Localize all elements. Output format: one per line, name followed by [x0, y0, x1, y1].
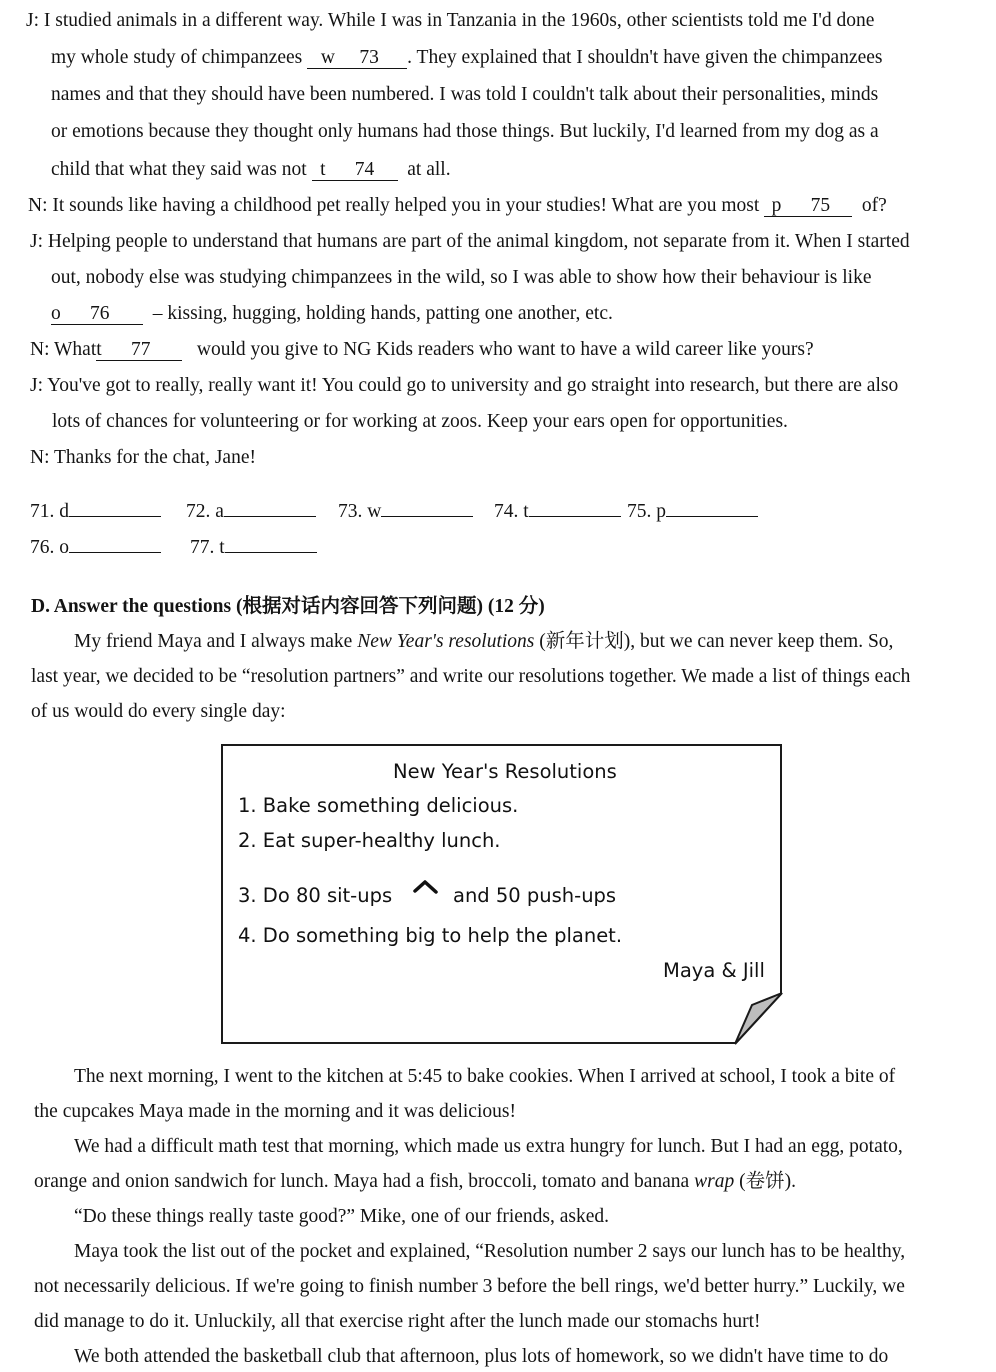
paragraph-line: We had a difficult math test that morning, which made us extra hungry for lunch. But I had an egg, potato,: [74, 1136, 903, 1157]
paragraph-line: “Do these things really taste good?” Mike, one of our friends, asked.: [74, 1206, 610, 1227]
paragraph-line: not necessarily delicious. If we're going to finish number 3 before the bell rings, we'd better hurry.” Luckily, we: [34, 1276, 905, 1297]
answer-71[interactable]: 71. d: [30, 498, 161, 523]
text-segment: would you give to NG Kids readers who want to have a wild career like yours?: [196, 339, 814, 360]
text-segment: my whole study of chimpanzees: [51, 47, 303, 68]
text-segment: N: It sounds like having a childhood pet really helped you in your studies! What are you most: [28, 195, 760, 216]
answer-72[interactable]: 72. a: [186, 498, 316, 523]
paragraph-line: of us would do every single day:: [31, 701, 286, 722]
paragraph-line: last year, we decided to be “resolution partners” and write our resolutions together. We made a list of things each: [31, 666, 911, 687]
dialogue-line: J: I studied animals in a different way. While I was in Tanzania in the 1960s, other scientists told me I'd done: [26, 10, 875, 31]
text-segment: of?: [861, 195, 887, 216]
note-item: 1. Bake something delicious.: [238, 794, 519, 817]
dialogue-line: [51, 46, 883, 70]
answer-74[interactable]: 74. t: [494, 498, 621, 523]
dialogue-line: or emotions because they thought only humans had those things. But luckily, I'd learned from my dog as a: [51, 121, 879, 142]
dialogue-line: J: You've got to really, really want it! You could go to university and go straight into research, but there are also: [30, 375, 899, 396]
dialogue-line: J: Helping people to understand that humans are part of the animal kingdom, not separate from it. When I started: [30, 231, 910, 252]
note-item: 2. Eat super-healthy lunch.: [238, 829, 501, 852]
paragraph-line: My friend Maya and I always make New Year's resolutions (新年计划), but we can never keep them. So,: [74, 631, 894, 652]
text-segment: N: What: [30, 339, 97, 360]
dialogue-line: [28, 194, 887, 218]
caret-insert-icon: [412, 879, 440, 895]
paragraph-line: orange and onion sandwich for lunch. Maya had a fish, broccoli, tomato and banana wrap (卷饼).: [34, 1171, 796, 1192]
answer-77[interactable]: 77. t: [190, 534, 317, 559]
dialogue-line: N: Thanks for the chat, Jane!: [30, 447, 256, 468]
answer-73[interactable]: 73. w: [338, 498, 473, 523]
answer-75[interactable]: 75. p: [627, 498, 758, 523]
text-segment: child that what they said was not: [51, 159, 307, 180]
note-item-tail: and 50 push-ups: [453, 884, 617, 907]
paragraph-line: Maya took the list out of the pocket and explained, “Resolution number 2 says our lunch has to be healthy,: [74, 1241, 906, 1262]
answer-76[interactable]: 76. o: [30, 534, 161, 559]
paragraph-line: did manage to do it. Unluckily, all that exercise right after the lunch made our stomachs hurt!: [34, 1311, 761, 1332]
section-d-heading: D. Answer the questions (根据对话内容回答下列问题) (12 分): [31, 596, 545, 617]
note-title: New Year's Resolutions: [393, 760, 617, 783]
blank-74: t 74: [312, 160, 398, 181]
blank-76: o 76: [51, 304, 143, 325]
blank-77: t 77: [96, 340, 182, 361]
note-item: 4. Do something big to help the planet.: [238, 924, 623, 947]
dialogue-line: [51, 158, 451, 182]
paragraph-line: We both attended the basketball club that afternoon, plus lots of homework, so we didn't have time to do: [74, 1346, 889, 1367]
dialogue-line: [30, 338, 814, 362]
note-signature: Maya & Jill: [663, 959, 765, 982]
text-segment: – kissing, hugging, holding hands, patting one another, etc.: [152, 303, 613, 324]
text-segment: at all.: [407, 159, 451, 180]
dialogue-line: out, nobody else was studying chimpanzees in the wild, so I was able to show how their behaviour is like: [51, 267, 872, 288]
dialogue-line: lots of chances for volunteering or for working at zoos. Keep your ears open for opportunities.: [52, 411, 788, 432]
dialogue-line: names and that they should have been numbered. I was told I couldn't talk about their personalities, minds: [51, 84, 879, 105]
paragraph-line: The next morning, I went to the kitchen at 5:45 to bake cookies. When I arrived at school, I took a bite of: [74, 1066, 896, 1087]
dialogue-line: [51, 302, 613, 326]
blank-73: w 73: [307, 48, 407, 69]
blank-75: p 75: [764, 196, 852, 217]
note-item: 3. Do 80 sit-ups: [238, 884, 393, 907]
text-segment: . They explained that I shouldn't have given the chimpanzees: [407, 47, 883, 68]
paragraph-line: the cupcakes Maya made in the morning and it was delicious!: [34, 1101, 516, 1122]
